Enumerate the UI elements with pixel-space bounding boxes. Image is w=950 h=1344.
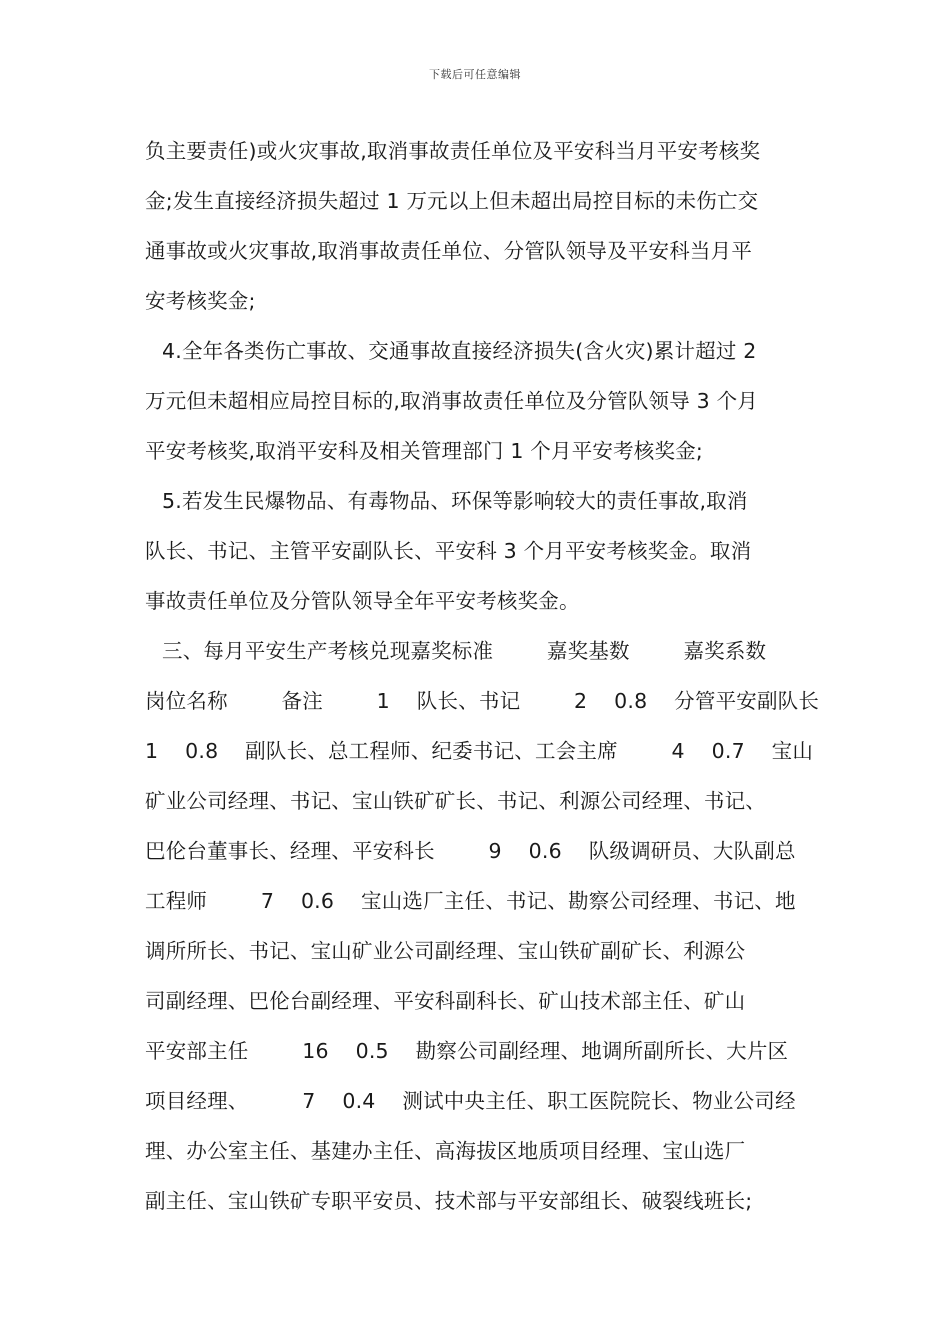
text-line: 安考核奖金; — [145, 289, 256, 313]
document-body — [145, 126, 835, 1226]
text-line: 通事故或火灾事故,取消事故责任单位、分管队领导及平安科当月平 — [145, 239, 753, 263]
text-line: 平安部主任 16 0.5 勘察公司副经理、地调所副所长、大片区 — [145, 1039, 789, 1063]
text-line: 万元但未超相应局控目标的,取消事故责任单位及分管队领导 3 个月 — [145, 389, 758, 413]
text-line: 1 0.8 副队长、总工程师、纪委书记、工会主席 4 0.7 宝山 — [145, 739, 814, 763]
text-line: 队长、书记、主管平安副队长、平安科 3 个月平安考核奖金。取消 — [145, 539, 752, 563]
text-line: 岗位名称 备注 1 队长、书记 2 0.8 分管平安副队长 — [145, 689, 820, 713]
text-line-item-4: 4.全年各类伤亡事故、交通事故直接经济损失(含火灾)累计超过 2 — [162, 339, 757, 363]
text-line: 事故责任单位及分管队领导全年平安考核奖金。 — [145, 589, 580, 613]
text-line: 巴伦台董事长、经理、平安科长 9 0.6 队级调研员、大队副总 — [145, 839, 796, 863]
text-line: 平安考核奖,取消平安科及相关管理部门 1 个月平安考核奖金; — [145, 439, 703, 463]
text-line: 调所所长、书记、宝山矿业公司副经理、宝山铁矿副矿长、利源公 — [145, 939, 746, 963]
text-line-item-5: 5.若发生民爆物品、有毒物品、环保等影响较大的责任事故,取消 — [162, 489, 748, 513]
text-line: 金;发生直接经济损失超过 1 万元以上但未超出局控目标的未伤亡交 — [145, 189, 759, 213]
text-line: 负主要责任)或火灾事故,取消事故责任单位及平安科当月平安考核奖 — [145, 139, 761, 163]
text-line: 工程师 7 0.6 宝山选厂主任、书记、勘察公司经理、书记、地 — [145, 889, 796, 913]
text-line: 矿业公司经理、书记、宝山铁矿矿长、书记、利源公司经理、书记、 — [145, 789, 766, 813]
section-heading-3: 三、每月平安生产考核兑现嘉奖标准 嘉奖基数 嘉奖系数 — [162, 639, 767, 663]
page-header: 下载后可任意编辑 — [429, 68, 521, 81]
text-line: 项目经理、 7 0.4 测试中央主任、职工医院院长、物业公司经 — [145, 1089, 796, 1113]
text-line: 司副经理、巴伦台副经理、平安科副科长、矿山技术部主任、矿山 — [145, 989, 746, 1013]
text-line: 理、办公室主任、基建办主任、高海拔区地质项目经理、宝山选厂 — [145, 1139, 746, 1163]
text-line: 副主任、宝山铁矿专职平安员、技术部与平安部组长、破裂线班长; — [145, 1189, 753, 1213]
